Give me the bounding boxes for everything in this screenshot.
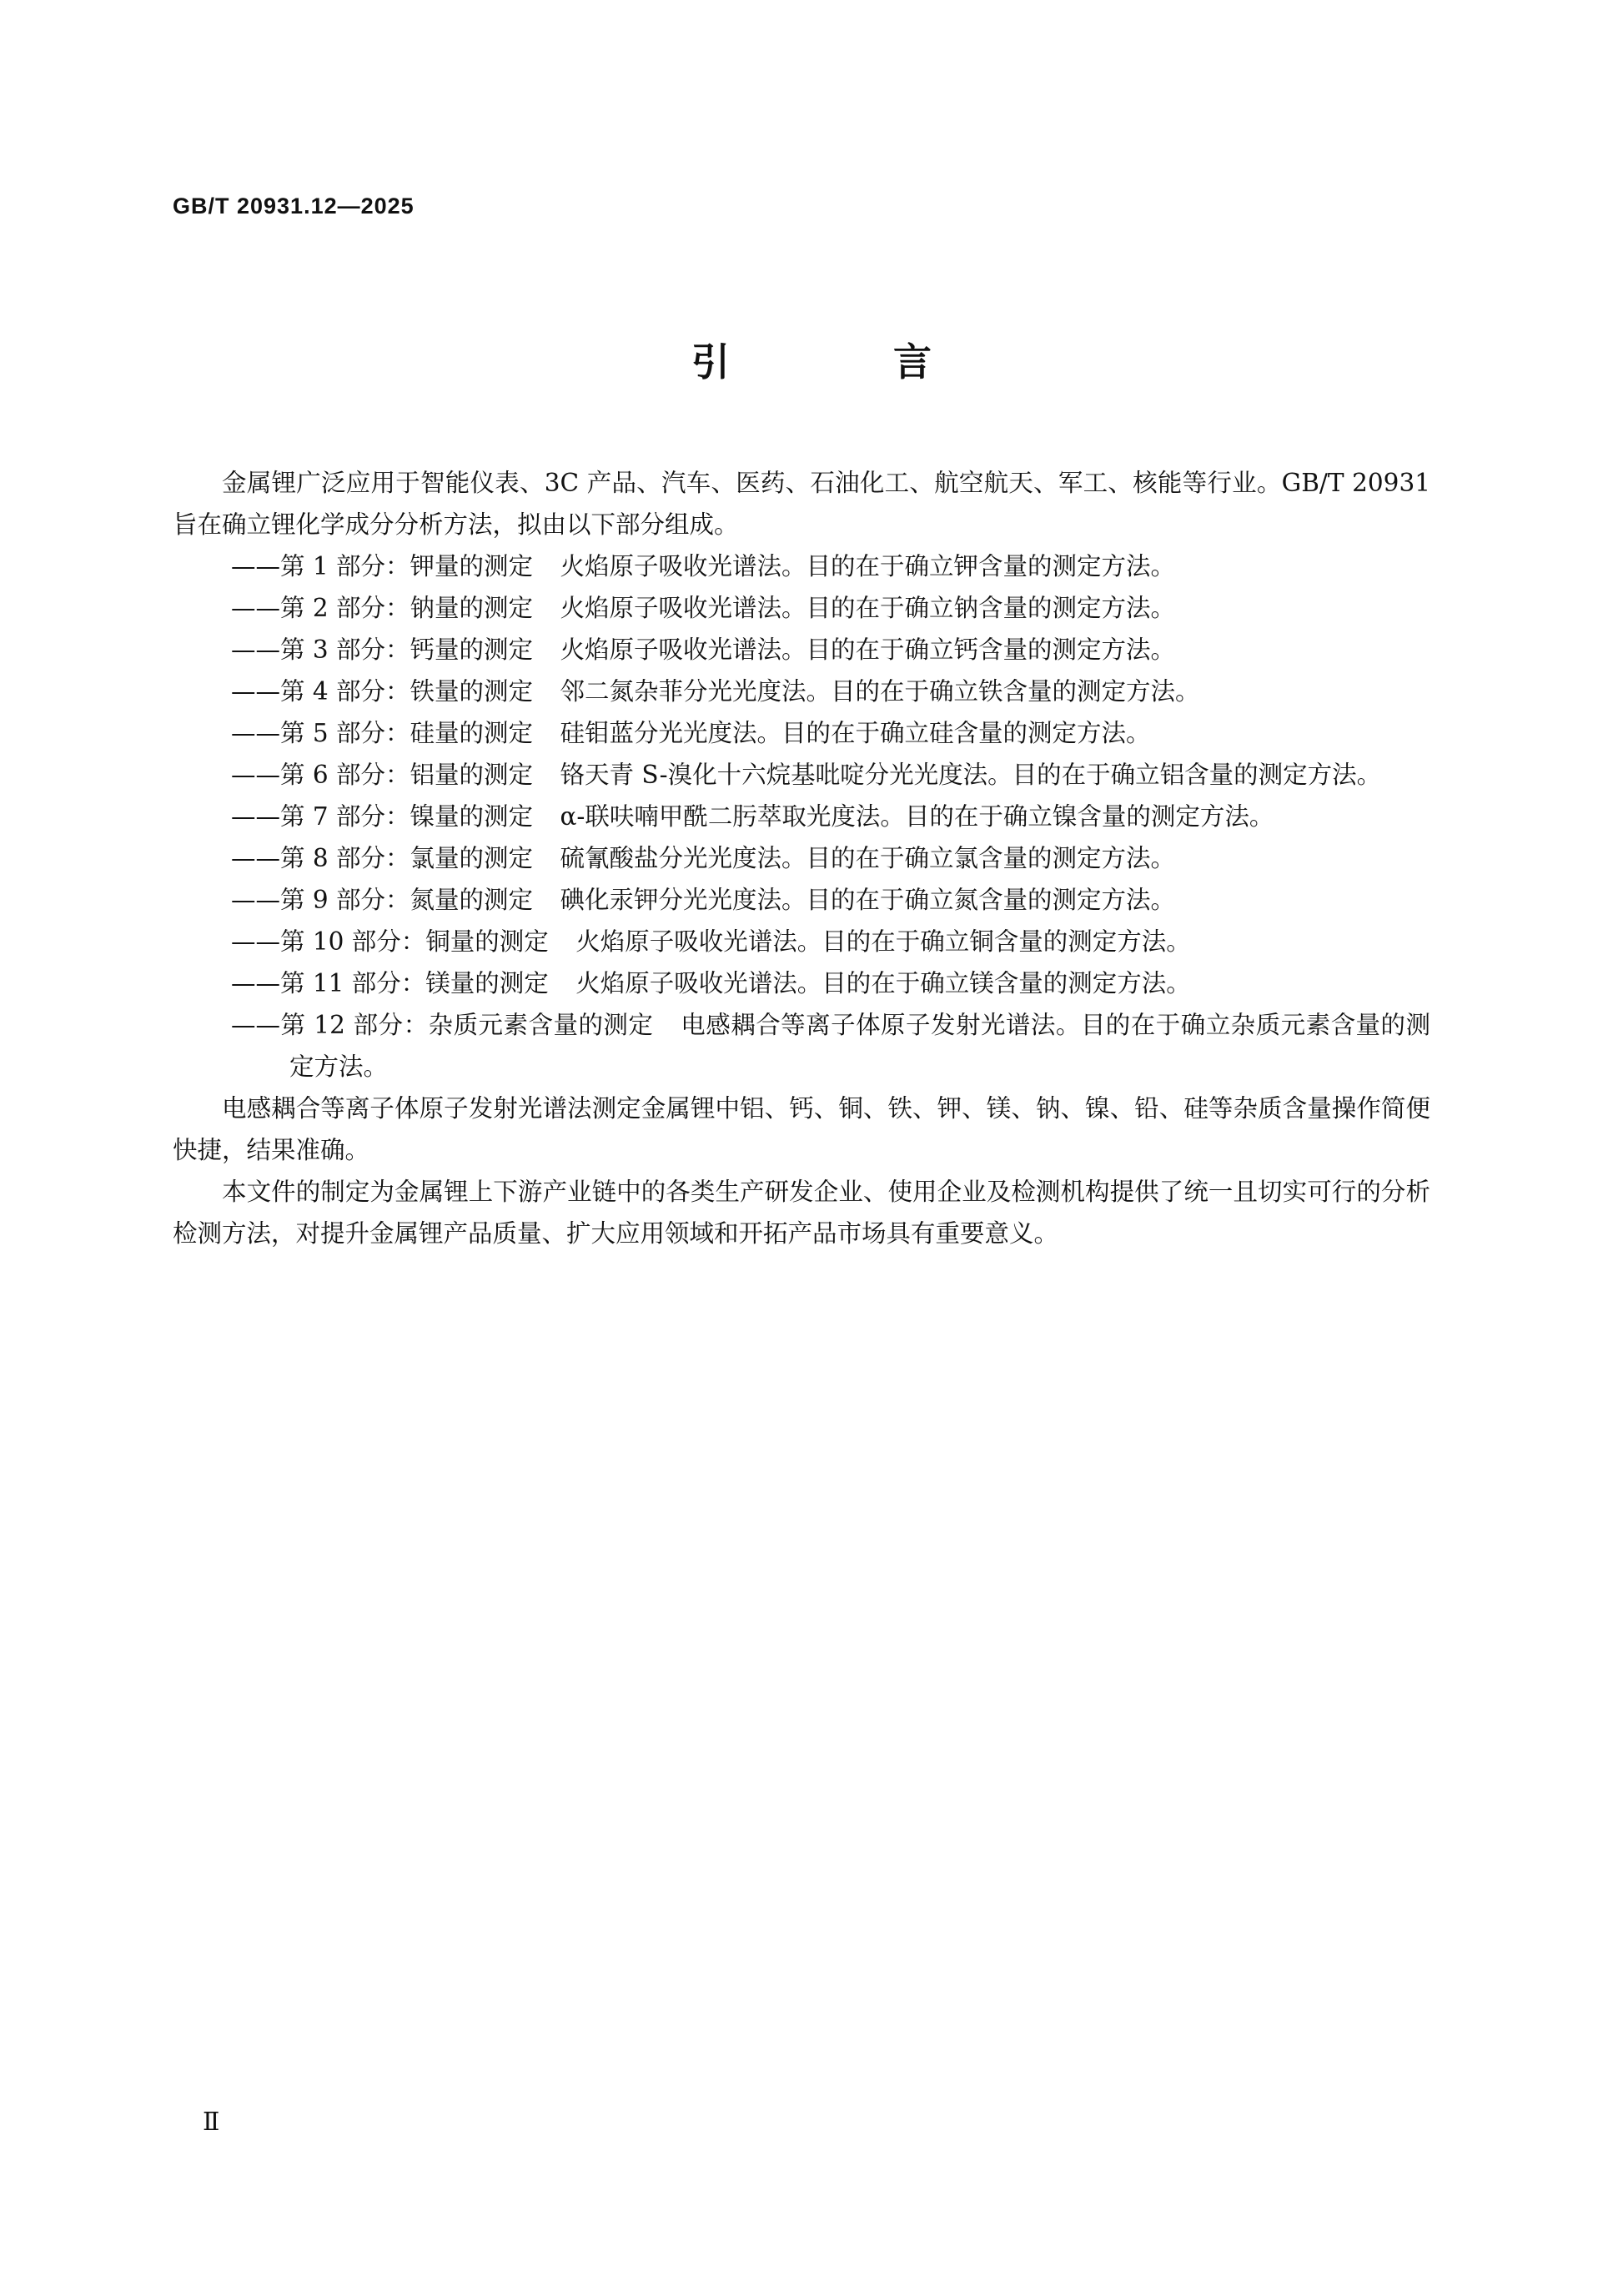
list-item (173, 837, 1430, 879)
part-text: 硫氰酸盐分光光度法。目的在于确立氯含量的测定方法。 (560, 844, 1175, 872)
part-label: ——第 4 部分：铁量的测定 (231, 677, 534, 706)
list-item (173, 1004, 1430, 1088)
list-item (173, 671, 1430, 712)
list-item (173, 754, 1430, 796)
part-text: 火焰原子吸收光谱法。目的在于确立钾含量的测定方法。 (560, 552, 1175, 580)
part-text: 铬天青 S-溴化十六烷基吡啶分光光度法。目的在于确立铝含量的测定方法。 (560, 761, 1382, 789)
method-paragraph: 电感耦合等离子体原子发射光谱法测定金属锂中铝、钙、铜、铁、钾、镁、钠、镍、铅、硅等杂质含量操作简便快捷，结果准确。 (173, 1094, 1430, 1164)
list-item (173, 921, 1430, 962)
list-item (173, 962, 1430, 1004)
list-item (173, 879, 1430, 921)
part-label: ——第 9 部分：氮量的测定 (231, 886, 534, 914)
part-text: 硅钼蓝分光光度法。目的在于确立硅含量的测定方法。 (560, 719, 1151, 747)
list-item (173, 587, 1430, 629)
part-label: ——第 8 部分：氯量的测定 (231, 844, 534, 872)
list-item (173, 712, 1430, 754)
parts-list (173, 545, 1430, 1088)
part-label: ——第 2 部分：钠量的测定 (231, 594, 534, 622)
part-text: 碘化汞钾分光光度法。目的在于确立氮含量的测定方法。 (560, 886, 1175, 914)
part-label: ——第 10 部分：铜量的测定 (231, 927, 549, 956)
part-text: 电感耦合等离子体原子发射光谱法。目的在于确立杂质元素含量的测定方法。 (289, 1011, 1430, 1081)
part-text: 火焰原子吸收光谱法。目的在于确立钠含量的测定方法。 (560, 594, 1175, 622)
introduction-body (173, 462, 1430, 1254)
significance-paragraph: 本文件的制定为金属锂上下游产业链中的各类生产研发企业、使用企业及检测机构提供了统一且切实可行的分析检测方法，对提升金属锂产品质量、扩大应用领域和开拓产品市场具有重要意义。 (173, 1178, 1430, 1248)
part-text: α-联呋喃甲酰二肟萃取光度法。目的在于确立镍含量的测定方法。 (560, 802, 1274, 831)
part-text: 火焰原子吸收光谱法。目的在于确立钙含量的测定方法。 (560, 636, 1175, 664)
list-item (173, 629, 1430, 671)
list-item (173, 545, 1430, 587)
part-label: ——第 1 部分：钾量的测定 (231, 552, 534, 580)
part-text: 火焰原子吸收光谱法。目的在于确立铜含量的测定方法。 (575, 927, 1191, 956)
part-label: ——第 5 部分：硅量的测定 (231, 719, 534, 747)
part-label: ——第 7 部分：镍量的测定 (231, 802, 534, 831)
page-number: Ⅱ (203, 2108, 220, 2137)
part-label: ——第 6 部分：铝量的测定 (231, 761, 534, 789)
part-label: ——第 3 部分：钙量的测定 (231, 636, 534, 664)
list-item (173, 796, 1430, 837)
part-text: 邻二氮杂菲分光光度法。目的在于确立铁含量的测定方法。 (560, 677, 1200, 706)
part-label: ——第 11 部分：镁量的测定 (231, 969, 549, 997)
intro-paragraph: 金属锂广泛应用于智能仪表、3C 产品、汽车、医药、石油化工、航空航天、军工、核能等行业。GB/T 20931 旨在确立锂化学成分分析方法，拟由以下部分组成。 (173, 469, 1430, 539)
part-label: ——第 12 部分：杂质元素含量的测定 (231, 1011, 654, 1039)
part-text: 火焰原子吸收光谱法。目的在于确立镁含量的测定方法。 (575, 969, 1191, 997)
page-title: 引 言 (691, 339, 1007, 384)
standard-code-header: GB/T 20931.12—2025 (173, 193, 415, 219)
